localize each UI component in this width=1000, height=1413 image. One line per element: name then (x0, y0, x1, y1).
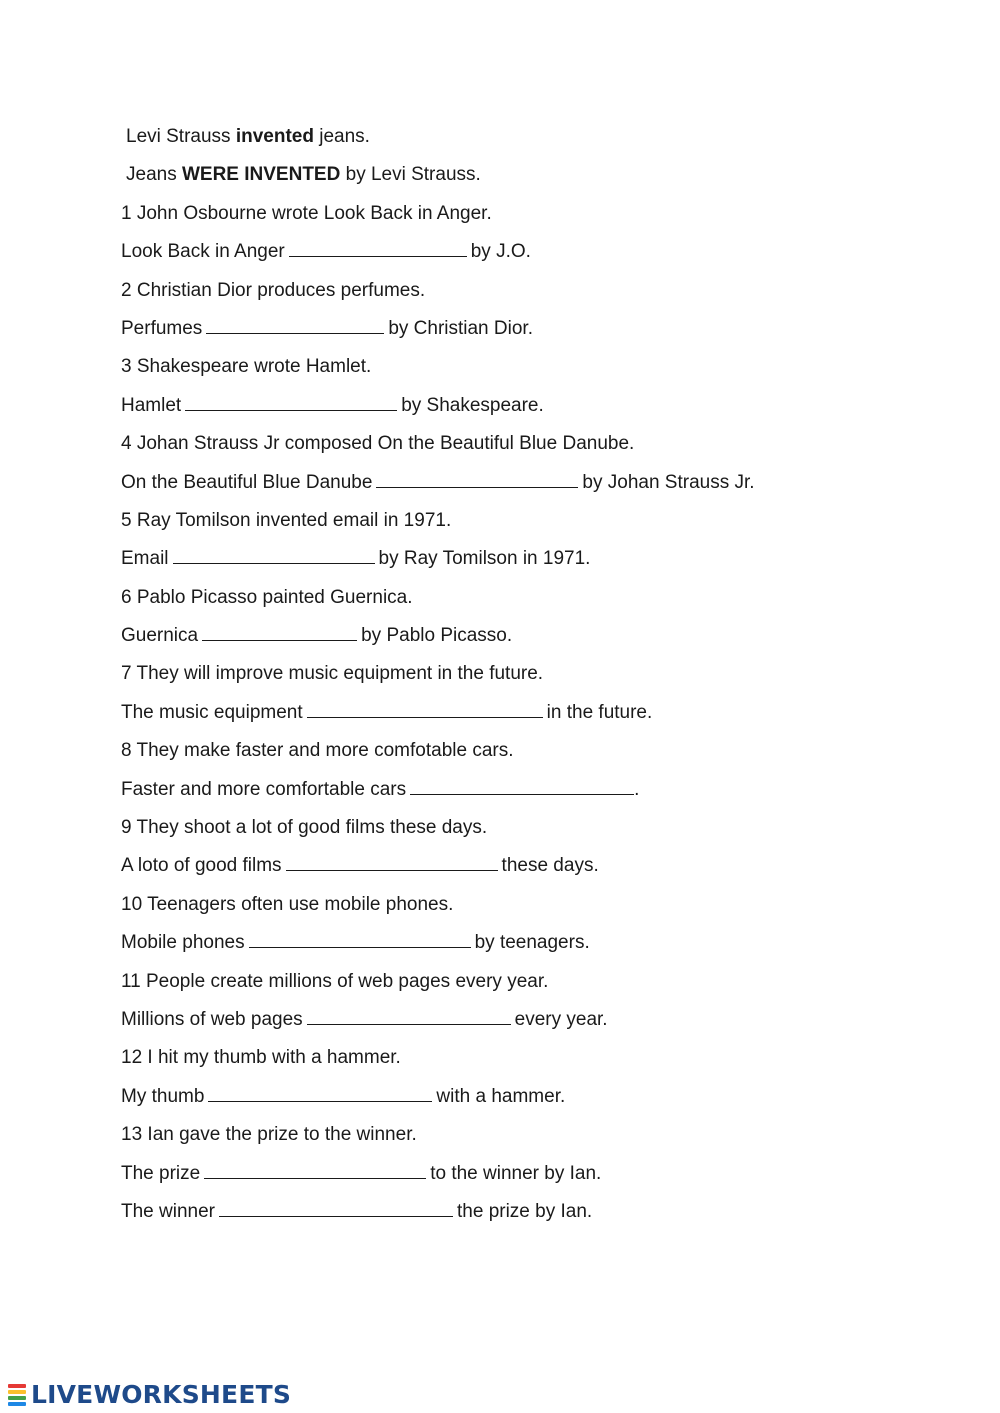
answer-blank[interactable] (286, 853, 498, 871)
answer-blank[interactable] (219, 1199, 453, 1217)
liveworksheets-logo (8, 1380, 291, 1409)
worksheet (121, 118, 921, 1231)
answer-line: On the Beautiful Blue Danube by Johan Strauss Jr. (121, 471, 755, 493)
exercise-prompt: 5 Ray Tomilson invented email in 1971. (121, 509, 452, 531)
exercise-prompt: 1 John Osbourne wrote Look Back in Anger. (121, 202, 492, 224)
answer-line: Mobile phones by teenagers. (121, 932, 590, 954)
exercise-prompt: 7 They will improve music equipment in the future. (121, 663, 544, 685)
answer-blank[interactable] (204, 1161, 426, 1179)
brand-name: LIVEWORKSHEETS (31, 1380, 292, 1409)
answer-line: A loto of good films these days. (121, 855, 599, 877)
example-active-sentence: Levi Strauss invented jeans. (126, 126, 370, 147)
answer-line: Guernica by Pablo Picasso. (121, 625, 513, 647)
answer-line: Perfumes by Christian Dior. (121, 317, 533, 339)
answer-line: Millions of web pages every year. (121, 1008, 608, 1030)
answer-blank[interactable] (206, 316, 384, 334)
answer-blank[interactable] (185, 393, 397, 411)
answer-blank[interactable] (307, 1007, 511, 1025)
exercise-prompt: 2 Christian Dior produces perfumes. (121, 279, 426, 301)
answer-blank[interactable] (307, 700, 543, 718)
answer-line: Email by Ray Tomilson in 1971. (121, 548, 591, 570)
exercise-prompt: 10 Teenagers often use mobile phones. (121, 893, 454, 915)
example-passive-sentence: Jeans WERE INVENTED by Levi Strauss. (126, 164, 481, 186)
answer-line: The winner the prize by Ian. (121, 1200, 593, 1222)
answer-blank[interactable] (208, 1084, 432, 1102)
answer-blank[interactable] (249, 930, 471, 948)
exercise-prompt: 4 Johan Strauss Jr composed On the Beautiful Blue Danube. (121, 433, 635, 455)
exercise-prompt: 6 Pablo Picasso painted Guernica. (121, 586, 413, 608)
answer-line: Hamlet by Shakespeare. (121, 394, 544, 416)
exercise-prompt: 3 Shakespeare wrote Hamlet. (121, 356, 372, 378)
answer-blank[interactable] (376, 470, 578, 488)
answer-blank[interactable] (410, 777, 634, 795)
exercise-prompt: 8 They make faster and more comfotable cars. (121, 740, 514, 762)
liveworksheets-logo-icon (8, 1381, 28, 1409)
exercise-prompt: 9 They shoot a lot of good films these days. (121, 817, 488, 839)
answer-blank[interactable] (173, 546, 375, 564)
answer-line: My thumb with a hammer. (121, 1085, 566, 1107)
answer-line: Look Back in Anger by J.O. (121, 241, 531, 263)
exercise-prompt: 13 Ian gave the prize to the winner. (121, 1124, 417, 1146)
answer-line: The prize to the winner by Ian. (121, 1162, 602, 1184)
exercise-prompt: 11 People create millions of web pages every year. (121, 970, 549, 992)
answer-line: The music equipment in the future. (121, 701, 653, 723)
answer-line: Faster and more comfortable cars . (121, 778, 640, 800)
exercise-prompt: 12 I hit my thumb with a hammer. (121, 1047, 401, 1069)
exercise-list (121, 195, 921, 1232)
answer-blank[interactable] (202, 623, 357, 641)
answer-blank[interactable] (289, 239, 467, 257)
